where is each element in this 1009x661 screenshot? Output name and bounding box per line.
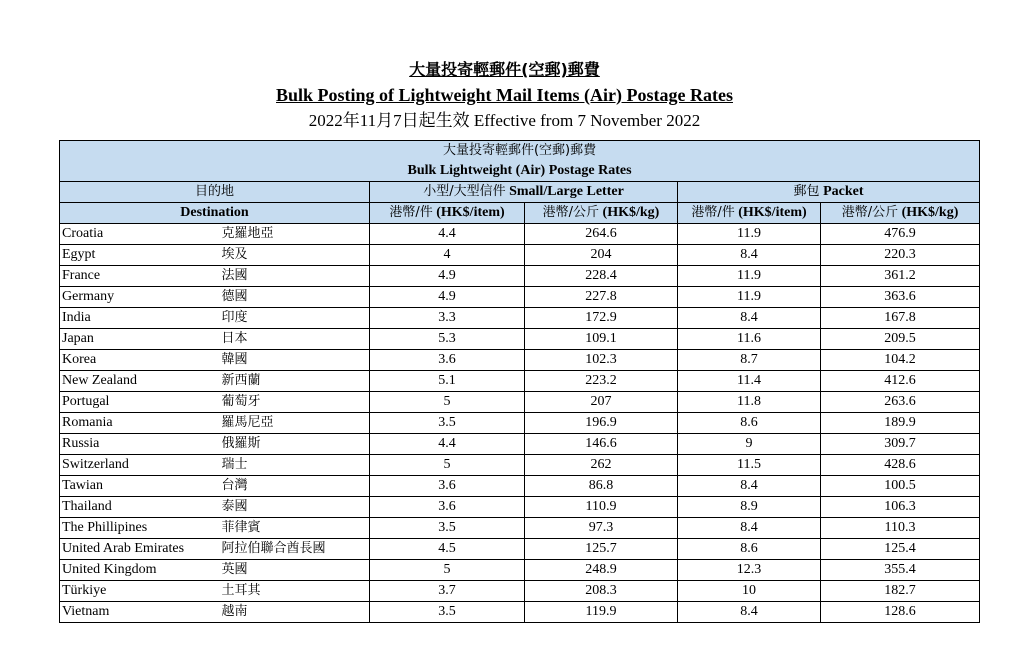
table-row <box>60 392 980 413</box>
packet-rate-per-item: 8.6 <box>678 539 821 560</box>
packet-rate-per-item: 8.7 <box>678 350 821 371</box>
country-name-en: Croatia <box>60 224 220 245</box>
table-row <box>60 371 980 392</box>
caption-english: Bulk Lightweight (Air) Postage Rates <box>407 163 632 178</box>
packet-rate-per-kg: 128.6 <box>821 602 980 623</box>
per-item-en: (HK$/item) <box>738 205 807 220</box>
packet-rate-per-kg: 100.5 <box>821 476 980 497</box>
packet-rate-per-item: 8.9 <box>678 497 821 518</box>
country-name-en: Vietnam <box>60 602 220 623</box>
letter-rate-per-kg: 248.9 <box>525 560 678 581</box>
rate-rows <box>60 224 980 623</box>
letter-rate-per-kg: 227.8 <box>525 287 678 308</box>
country-name-zh: 新西蘭 <box>220 371 370 392</box>
letter-rate-per-item: 4.9 <box>370 266 525 287</box>
caption-chinese: 大量投寄輕郵件(空郵)郵費 <box>442 143 597 158</box>
packet-rate-per-item: 8.4 <box>678 308 821 329</box>
packet-rate-per-item: 9 <box>678 434 821 455</box>
country-name-zh: 葡萄牙 <box>220 392 370 413</box>
letter-rate-per-kg: 208.3 <box>525 581 678 602</box>
packet-rate-per-kg: 167.8 <box>821 308 980 329</box>
letter-per-kg-header <box>525 203 678 224</box>
packet-rate-per-kg: 363.6 <box>821 287 980 308</box>
packet-rate-per-kg: 361.2 <box>821 266 980 287</box>
table-row <box>60 518 980 539</box>
table-row <box>60 329 980 350</box>
packet-rate-per-kg: 309.7 <box>821 434 980 455</box>
letter-rate-per-kg: 110.9 <box>525 497 678 518</box>
letter-rate-per-kg: 172.9 <box>525 308 678 329</box>
table-row <box>60 413 980 434</box>
country-name-zh: 阿拉伯聯合酋長國 <box>220 539 370 560</box>
packet-rate-per-kg: 110.3 <box>821 518 980 539</box>
effective-date: 2022年11月7日起生效 Effective from 7 November 2022 <box>308 111 701 130</box>
letter-rate-per-item: 3.6 <box>370 350 525 371</box>
country-name-en: Russia <box>60 434 220 455</box>
per-kg-zh: 港幣/公斤 <box>542 205 600 220</box>
letter-group-en: Small/Large Letter <box>509 184 624 199</box>
packet-rate-per-item: 8.4 <box>678 602 821 623</box>
country-name-en: United Kingdom <box>60 560 220 581</box>
packet-rate-per-kg: 106.3 <box>821 497 980 518</box>
table-row <box>60 434 980 455</box>
country-name-zh: 土耳其 <box>220 581 370 602</box>
packet-rate-per-item: 11.6 <box>678 329 821 350</box>
packet-rate-per-item: 10 <box>678 581 821 602</box>
per-item-zh: 港幣/件 <box>691 205 735 220</box>
packet-rate-per-item: 11.9 <box>678 266 821 287</box>
letter-rate-per-item: 5.3 <box>370 329 525 350</box>
table-row <box>60 602 980 623</box>
letter-rate-per-item: 4.4 <box>370 434 525 455</box>
group-header-row <box>60 182 980 203</box>
country-name-en: Japan <box>60 329 220 350</box>
letter-rate-per-item: 4 <box>370 245 525 266</box>
country-name-zh: 台灣 <box>220 476 370 497</box>
letter-rate-per-item: 3.6 <box>370 497 525 518</box>
packet-per-item-header <box>678 203 821 224</box>
table-row <box>60 245 980 266</box>
per-item-en: (HK$/item) <box>436 205 505 220</box>
country-name-en: Romania <box>60 413 220 434</box>
packet-rate-per-item: 12.3 <box>678 560 821 581</box>
letter-rate-per-item: 3.5 <box>370 602 525 623</box>
letter-rate-per-item: 3.7 <box>370 581 525 602</box>
packet-rate-per-item: 8.6 <box>678 413 821 434</box>
packet-rate-per-kg: 263.6 <box>821 392 980 413</box>
letter-rate-per-item: 3.5 <box>370 413 525 434</box>
letter-rate-per-item: 4.4 <box>370 224 525 245</box>
letter-rate-per-kg: 228.4 <box>525 266 678 287</box>
letter-rate-per-kg: 262 <box>525 455 678 476</box>
country-name-zh: 埃及 <box>220 245 370 266</box>
packet-rate-per-kg: 209.5 <box>821 329 980 350</box>
destination-header-zh: 目的地 <box>60 182 370 203</box>
packet-rate-per-item: 11.8 <box>678 392 821 413</box>
title-chinese: 大量投寄輕郵件(空郵)郵費 <box>409 60 600 79</box>
country-name-zh: 法國 <box>220 266 370 287</box>
country-name-en: United Arab Emirates <box>60 539 220 560</box>
table-row <box>60 224 980 245</box>
country-name-en: Thailand <box>60 497 220 518</box>
country-name-zh: 俄羅斯 <box>220 434 370 455</box>
table-caption <box>60 141 980 182</box>
country-name-zh: 韓國 <box>220 350 370 371</box>
packet-rate-per-kg: 220.3 <box>821 245 980 266</box>
letter-rate-per-kg: 264.6 <box>525 224 678 245</box>
letter-rate-per-item: 5 <box>370 392 525 413</box>
packet-group-en: Packet <box>823 184 864 199</box>
letter-rate-per-item: 4.9 <box>370 287 525 308</box>
letter-rate-per-kg: 196.9 <box>525 413 678 434</box>
letter-rate-per-kg: 102.3 <box>525 350 678 371</box>
letter-rate-per-item: 5 <box>370 455 525 476</box>
country-name-en: Switzerland <box>60 455 220 476</box>
packet-rate-per-kg: 125.4 <box>821 539 980 560</box>
packet-group-header <box>678 182 980 203</box>
letter-group-header <box>370 182 678 203</box>
packet-rate-per-kg: 104.2 <box>821 350 980 371</box>
packet-rate-per-kg: 476.9 <box>821 224 980 245</box>
packet-rate-per-kg: 182.7 <box>821 581 980 602</box>
table-row <box>60 497 980 518</box>
letter-rate-per-item: 5 <box>370 560 525 581</box>
table-row <box>60 560 980 581</box>
packet-rate-per-item: 11.9 <box>678 287 821 308</box>
packet-rate-per-item: 8.4 <box>678 518 821 539</box>
letter-rate-per-item: 3.6 <box>370 476 525 497</box>
country-name-en: Portugal <box>60 392 220 413</box>
per-item-zh: 港幣/件 <box>389 205 433 220</box>
letter-rate-per-item: 3.5 <box>370 518 525 539</box>
letter-rate-per-item: 5.1 <box>370 371 525 392</box>
country-name-en: Egypt <box>60 245 220 266</box>
country-name-en: India <box>60 308 220 329</box>
country-name-en: Türkiye <box>60 581 220 602</box>
table-row <box>60 350 980 371</box>
table-row <box>60 476 980 497</box>
country-name-zh: 日本 <box>220 329 370 350</box>
packet-rate-per-kg: 412.6 <box>821 371 980 392</box>
letter-rate-per-kg: 109.1 <box>525 329 678 350</box>
letter-group-zh: 小型/大型信件 <box>423 184 506 199</box>
per-kg-en: (HK$/kg) <box>602 205 660 220</box>
table-row <box>60 455 980 476</box>
packet-rate-per-kg: 189.9 <box>821 413 980 434</box>
packet-per-kg-header <box>821 203 980 224</box>
country-name-en: Korea <box>60 350 220 371</box>
letter-rate-per-kg: 223.2 <box>525 371 678 392</box>
per-kg-zh: 港幣/公斤 <box>841 205 899 220</box>
packet-group-zh: 郵包 <box>793 184 820 199</box>
document-header <box>0 58 1009 134</box>
column-header-row <box>60 203 980 224</box>
table-row <box>60 581 980 602</box>
letter-rate-per-item: 4.5 <box>370 539 525 560</box>
packet-rate-per-item: 11.9 <box>678 224 821 245</box>
letter-rate-per-kg: 125.7 <box>525 539 678 560</box>
table-row <box>60 539 980 560</box>
postage-rates-table <box>59 140 980 623</box>
table-row <box>60 287 980 308</box>
country-name-en: France <box>60 266 220 287</box>
packet-rate-per-item: 11.4 <box>678 371 821 392</box>
packet-rate-per-item: 8.4 <box>678 245 821 266</box>
destination-header-en: Destination <box>60 203 370 224</box>
country-name-zh: 印度 <box>220 308 370 329</box>
per-kg-en: (HK$/kg) <box>901 205 959 220</box>
letter-per-item-header <box>370 203 525 224</box>
country-name-zh: 越南 <box>220 602 370 623</box>
country-name-zh: 菲律賓 <box>220 518 370 539</box>
letter-rate-per-kg: 119.9 <box>525 602 678 623</box>
country-name-zh: 德國 <box>220 287 370 308</box>
country-name-en: Germany <box>60 287 220 308</box>
letter-rate-per-kg: 204 <box>525 245 678 266</box>
letter-rate-per-item: 3.3 <box>370 308 525 329</box>
table-caption-row <box>60 141 980 182</box>
country-name-zh: 泰國 <box>220 497 370 518</box>
packet-rate-per-item: 11.5 <box>678 455 821 476</box>
packet-rate-per-item: 8.4 <box>678 476 821 497</box>
country-name-zh: 英國 <box>220 560 370 581</box>
letter-rate-per-kg: 86.8 <box>525 476 678 497</box>
country-name-zh: 克羅地亞 <box>220 224 370 245</box>
letter-rate-per-kg: 97.3 <box>525 518 678 539</box>
packet-rate-per-kg: 355.4 <box>821 560 980 581</box>
country-name-zh: 瑞士 <box>220 455 370 476</box>
letter-rate-per-kg: 207 <box>525 392 678 413</box>
title-english: Bulk Posting of Lightweight Mail Items (Air) Postage Rates <box>276 85 733 105</box>
table-row <box>60 308 980 329</box>
country-name-en: Tawian <box>60 476 220 497</box>
country-name-en: New Zealand <box>60 371 220 392</box>
country-name-zh: 羅馬尼亞 <box>220 413 370 434</box>
packet-rate-per-kg: 428.6 <box>821 455 980 476</box>
country-name-en: The Phillipines <box>60 518 220 539</box>
letter-rate-per-kg: 146.6 <box>525 434 678 455</box>
table-row <box>60 266 980 287</box>
